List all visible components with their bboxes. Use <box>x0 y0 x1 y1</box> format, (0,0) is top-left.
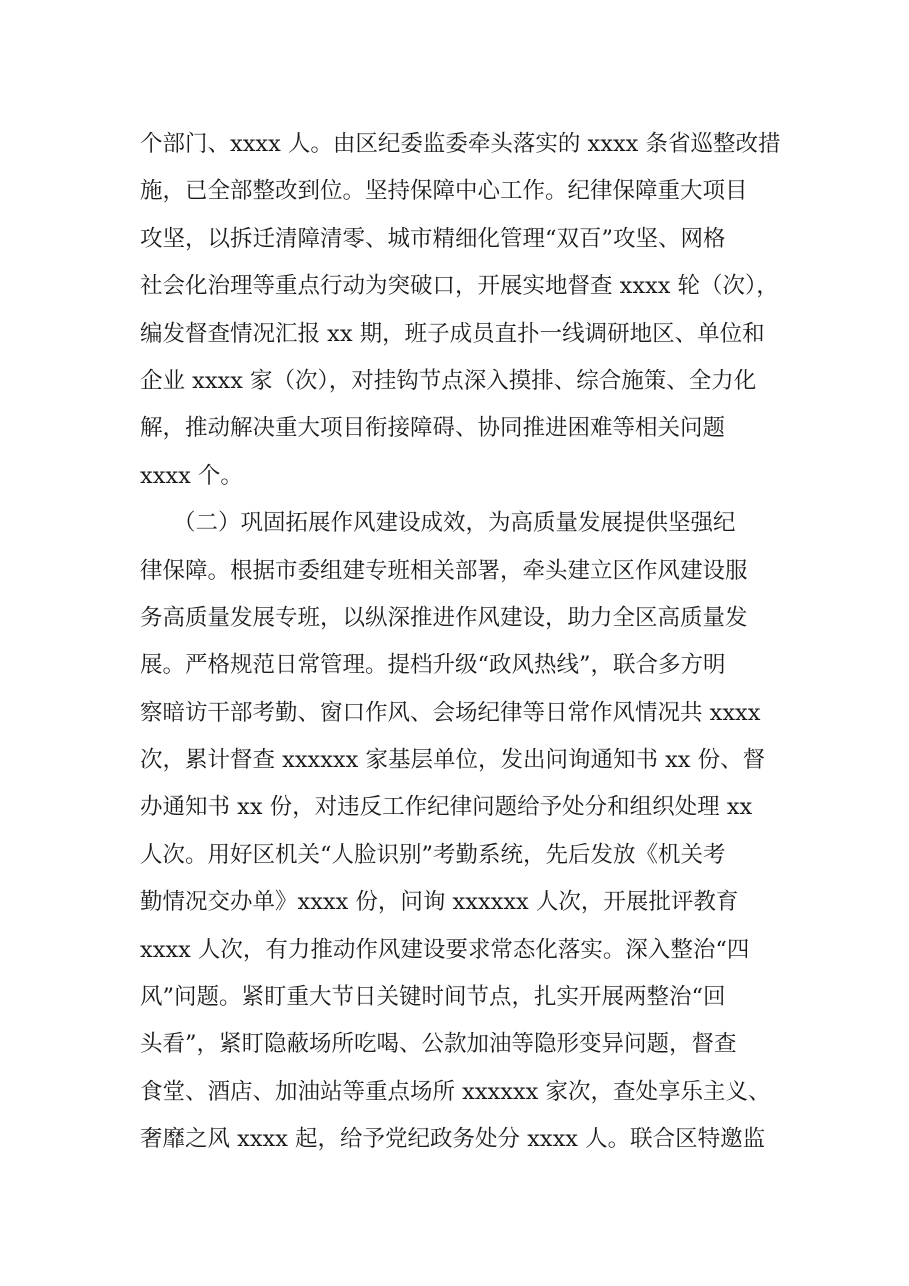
text-line: 个部门、xxxx 人。由区纪委监委牵头落实的 xxxx 条省巡整改措 <box>140 131 781 157</box>
document-body <box>140 121 780 1164</box>
text-line: 解，推动解决重大项目衔接障碍、协同推进困难等相关问题 <box>140 415 726 442</box>
text-line: 食堂、酒店、加油站等重点场所 xxxxxx 家次，查处享乐主义、 <box>140 1078 771 1105</box>
text-line: 施，已全部整改到位。坚持保障中心工作。纪律保障重大项目 <box>140 178 748 205</box>
text-line: 察暗访干部考勤、窗口作风、会场纪律等日常作风情况共 xxxx <box>140 699 761 726</box>
text-line: 编发督查情况汇报 xx 期，班子成员直扑一线调研地区、单位和 <box>140 320 765 347</box>
text-line: 社会化治理等重点行动为突破口，开展实地督查 xxxx 轮（次）， <box>140 273 779 300</box>
text-line: 奢靡之风 xxxx 起，给予党纪政务处分 xxxx 人。联合区特邀监 <box>140 1126 766 1153</box>
text-line: xxxx 个。 <box>140 462 243 489</box>
text-line: xxxx 人次，有力推动作风建设要求常态化落实。深入整治“四 <box>140 936 750 963</box>
text-line: 次，累计督查 xxxxxx 家基层单位，发出问询通知书 xx 份、督 <box>140 747 766 774</box>
text-line: 展。严格规范日常管理。提档升级“政风热线”，联合多方明 <box>140 652 726 679</box>
text-line: 头看”，紧盯隐蔽场所吃喝、公款加油等隐形变异问题，督查 <box>140 1031 737 1058</box>
paragraph-2 <box>140 500 780 1163</box>
section-heading-line: （二）巩固拓展作风建设成效，为高质量发展提供坚强纪 <box>173 510 736 537</box>
text-line: 律保障。根据市委组建专班相关部署，牵头建立区作风建设服 <box>140 557 748 584</box>
text-line: 企业 xxxx 家（次），对挂钩节点深入摸排、综合施策、全力化 <box>140 367 757 394</box>
text-line: 勤情况交办单》xxxx 份，问询 xxxxxx 人次，开展批评教育 <box>140 889 739 916</box>
text-line: 风”问题。紧盯重大节日关键时间节点，扎实开展两整治“回 <box>140 984 726 1011</box>
text-line: 办通知书 xx 份，对违反工作纪律问题给予处分和组织处理 xx <box>140 794 753 821</box>
paragraph-1 <box>140 121 780 500</box>
text-line: 务高质量发展专班，以纵深推进作风建设，助力全区高质量发 <box>140 604 748 631</box>
text-line: 攻坚，以拆迁清障清零、城市精细化管理“双百”攻坚、网格 <box>140 225 726 252</box>
text-line: 人次。用好区机关“人脸识别”考勤系统，先后发放《机关考 <box>140 841 726 868</box>
